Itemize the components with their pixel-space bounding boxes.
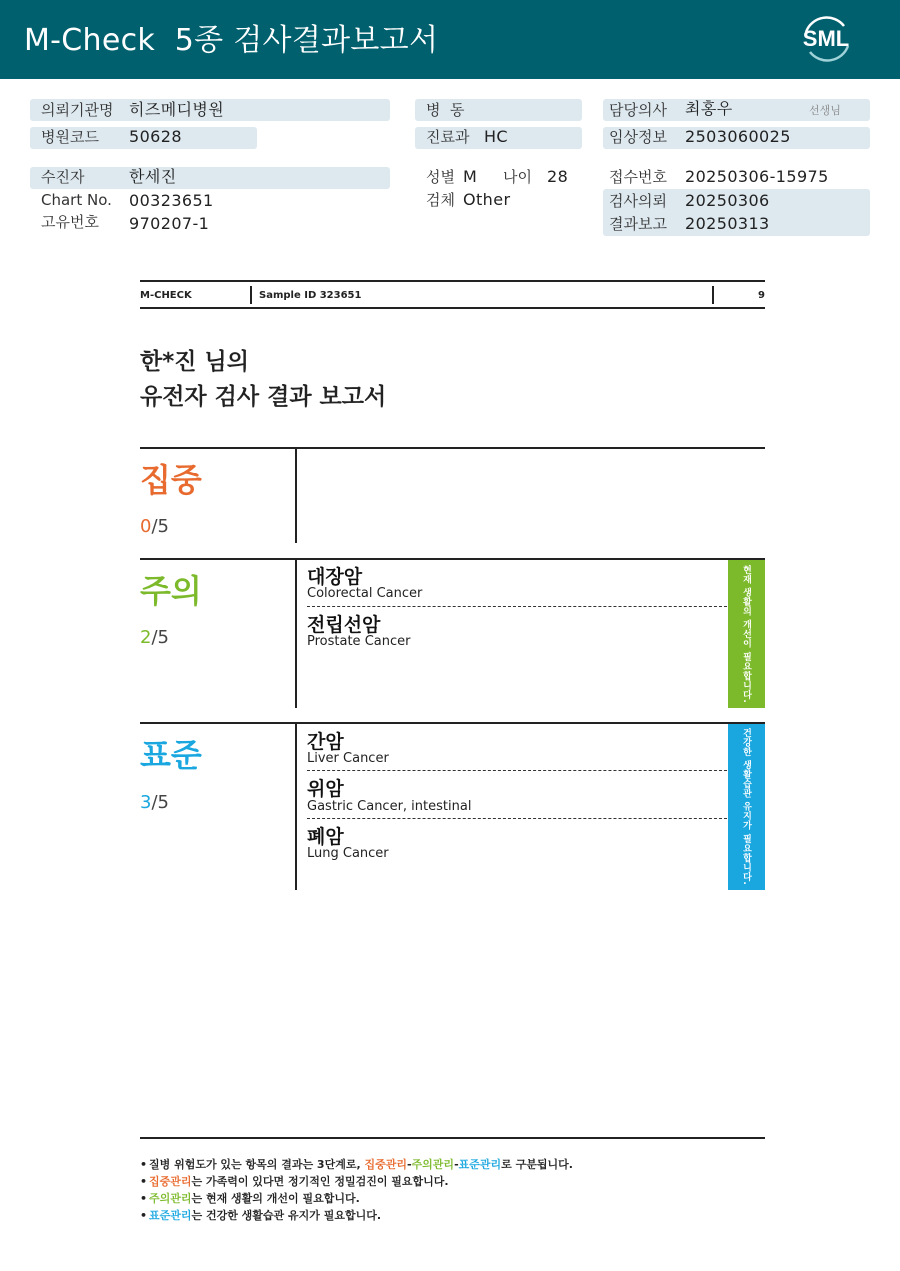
chart-value: 00323651 (129, 191, 214, 210)
result-label: 결과보고 (609, 215, 667, 233)
doctor-value: 최홍우 (685, 99, 733, 118)
request-value: 20250306 (685, 191, 770, 210)
note-2: • 집중관리는 가족력이 있다면 정기적인 정밀검진이 필요합니다. (140, 1175, 449, 1188)
dept-label: 진료과 (426, 128, 470, 146)
note-1: • 질병 위험도가 있는 항목의 결과는 3단계로, 집중관리-주의관리-표준관리로 구분됩니다. (140, 1158, 573, 1171)
caution-side-text: 현재 생활의 개선이 필요합니다. (741, 564, 751, 704)
caution-side-bar (728, 560, 765, 708)
doctor-suffix: 선생님 (809, 104, 841, 117)
page-number: 9 (758, 290, 765, 301)
focus-divider (295, 449, 297, 543)
report-top-rule (140, 280, 765, 282)
clinical-value: 2503060025 (685, 127, 791, 146)
standard-side-text: 건강한 생활습관 유지가 필요합니다. (741, 728, 751, 886)
age-label: 나이 (503, 168, 532, 186)
focus-label: 집중 (140, 461, 202, 499)
standard-top-rule (140, 722, 765, 724)
result-value: 20250313 (685, 214, 770, 233)
report-title-line1: 한*진 님의 (140, 349, 249, 375)
item-gastric-en: Gastric Cancer, intestinal (307, 799, 472, 814)
report-bottom-rule (140, 307, 765, 309)
note-4: • 표준관리는 건강한 생활습관 유지가 필요합니다. (140, 1209, 382, 1222)
header-title: M-Check 5종 검사결과보고서 (24, 23, 439, 58)
chart-label: Chart No. (41, 191, 112, 209)
specimen-label: 검체 (426, 191, 455, 209)
code-label: 병원코드 (41, 128, 99, 146)
uid-label: 고유번호 (41, 213, 99, 231)
report-title-line2: 유전자 검사 결과 보고서 (140, 384, 387, 410)
patient-label: 수진자 (41, 168, 85, 186)
item-separator (307, 606, 727, 607)
item-separator (307, 818, 727, 819)
clinical-label: 임상정보 (609, 128, 667, 146)
item-lung-ko: 폐암 (307, 826, 344, 848)
standard-count: 3/5 (140, 792, 169, 813)
item-colorectal-ko: 대장암 (307, 566, 363, 588)
svg-text:SML: SML (802, 26, 850, 51)
standard-side-bar (728, 724, 765, 890)
patient-value: 한세진 (129, 167, 177, 186)
doctor-label: 담당의사 (609, 101, 667, 119)
uid-value: 970207-1 (129, 214, 210, 233)
caution-divider (295, 560, 297, 708)
item-colorectal-en: Colorectal Cancer (307, 586, 423, 601)
request-label: 검사의뢰 (609, 192, 667, 210)
specimen-value: Other (463, 190, 511, 209)
item-separator (307, 770, 727, 771)
sex-label: 성별 (426, 168, 455, 186)
standard-label: 표준 (140, 736, 202, 774)
report-header (0, 0, 900, 79)
note-3: • 주의관리는 현재 생활의 개선이 필요합니다. (140, 1192, 360, 1205)
footer-rule (140, 1137, 765, 1139)
item-liver-en: Liver Cancer (307, 751, 389, 766)
caution-count: 2/5 (140, 627, 169, 648)
sml-logo (798, 12, 854, 66)
item-gastric-ko: 위암 (307, 778, 344, 800)
caution-top-rule (140, 558, 765, 560)
sex-value: M (463, 167, 478, 186)
code-value: 50628 (129, 127, 182, 146)
hospital-label: 의뢰기관명 (41, 101, 114, 119)
hospital-value: 히즈메디병원 (129, 100, 225, 119)
item-lung-en: Lung Cancer (307, 846, 389, 861)
ward-label: 병 동 (426, 101, 465, 119)
age-value: 28 (547, 167, 569, 186)
report-brand: M-CHECK (140, 290, 192, 301)
standard-divider (295, 724, 297, 890)
focus-top-rule (140, 447, 765, 449)
item-prostate-ko: 전립선암 (307, 614, 381, 636)
dept-value: HC (484, 127, 509, 146)
caution-label: 주의 (140, 572, 202, 610)
report-divider-2 (712, 286, 714, 304)
report-divider-1 (250, 286, 252, 304)
item-liver-ko: 간암 (307, 731, 344, 753)
sample-id: Sample ID 323651 (259, 290, 362, 301)
item-prostate-en: Prostate Cancer (307, 634, 411, 649)
receipt-label: 접수번호 (609, 168, 667, 186)
receipt-value: 20250306-15975 (685, 167, 829, 186)
focus-count: 0/5 (140, 516, 169, 537)
